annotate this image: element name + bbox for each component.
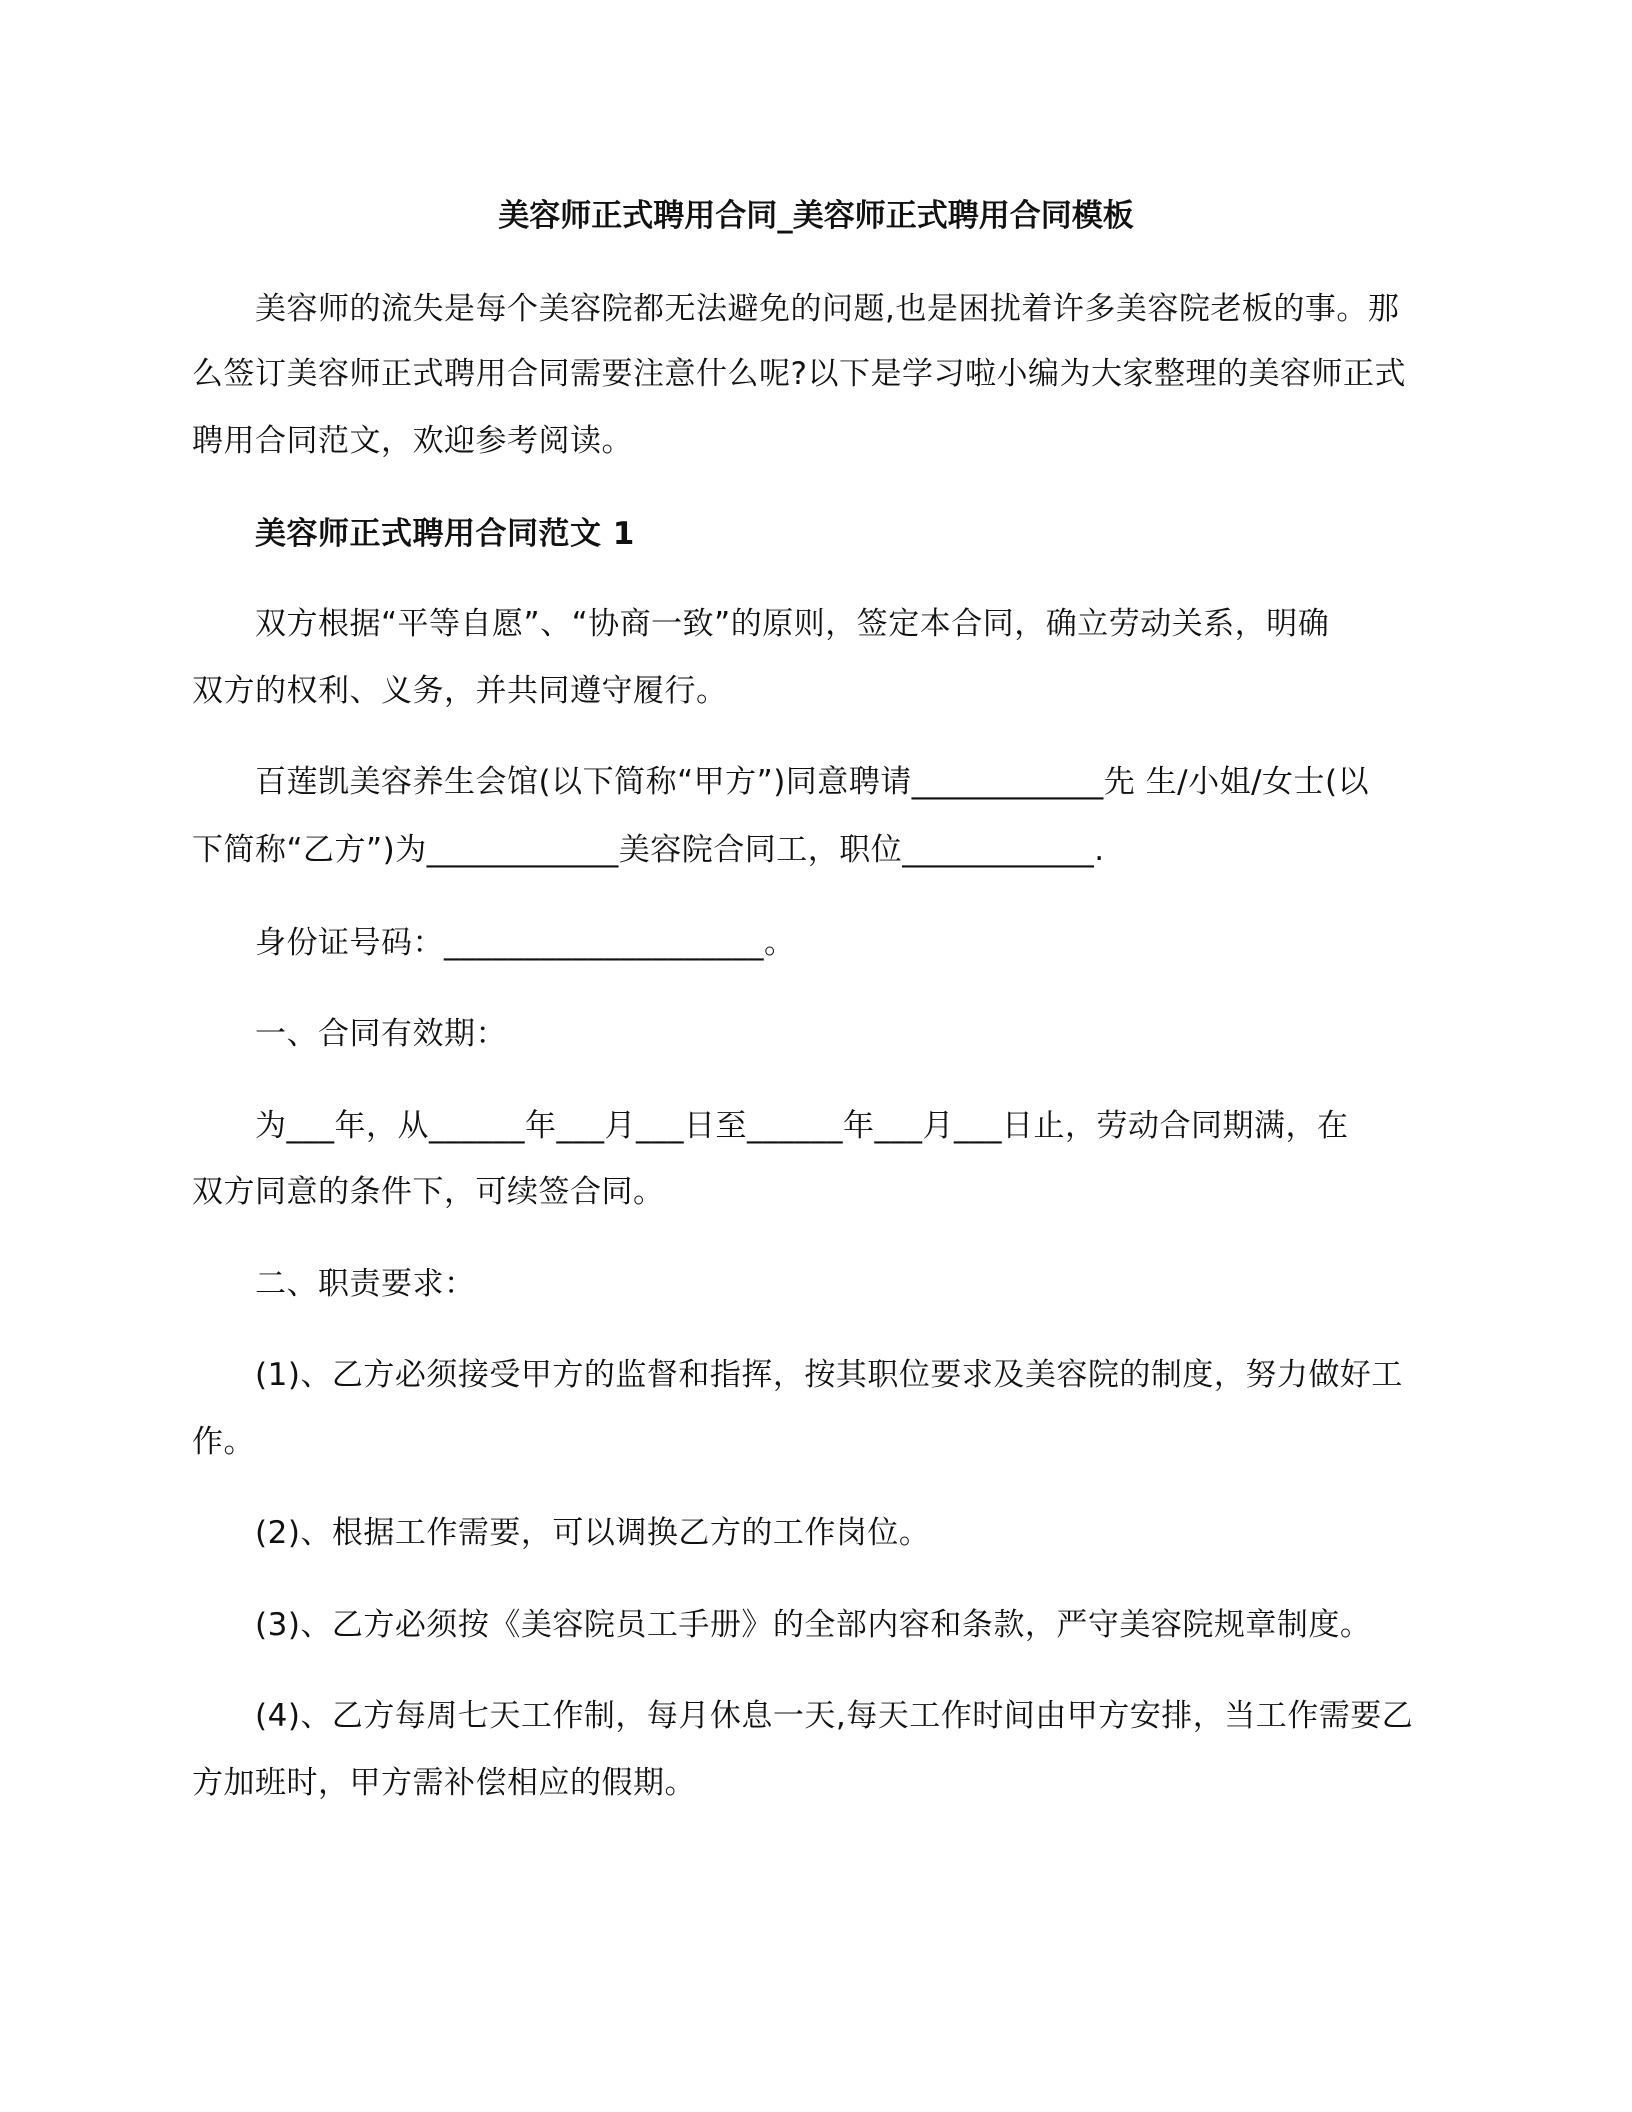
intro-line-1: 美容师的流失是每个美容院都无法避免的问题,也是困扰着许多美容院老板的事。那 bbox=[255, 291, 1400, 327]
duty1-line-2: 作。 bbox=[192, 1424, 255, 1460]
parties-line-2: 下简称“乙方”)为____________美容院合同工，职位____________. bbox=[192, 832, 1105, 868]
clause1-line-2: 双方同意的条件下，可续签合同。 bbox=[192, 1174, 665, 1210]
duty1-line-1: (1)、乙方必须接受甲方的监督和指挥，按其职位要求及美容院的制度，努力做好工 bbox=[255, 1357, 1403, 1393]
principle-line-2: 双方的权利、义务，并共同遵守履行。 bbox=[192, 673, 728, 709]
intro-line-2: 么签订美容师正式聘用合同需要注意什么呢?以下是学习啦小编为大家整理的美容师正式 bbox=[192, 356, 1406, 392]
duty2-line: (2)、根据工作需要，可以调换乙方的工作岗位。 bbox=[255, 1515, 931, 1551]
clause2-heading: 二、职责要求： bbox=[255, 1266, 476, 1302]
id-number-line: 身份证号码：____________________。 bbox=[255, 925, 796, 961]
parties-line-1: 百莲凯美容养生会馆(以下简称“甲方”)同意聘请____________先 生/小姐/女士(以 bbox=[255, 764, 1370, 800]
duty4-line-1: (4)、乙方每周七天工作制，每月休息一天,每天工作时间由甲方安排，当工作需要乙 bbox=[255, 1698, 1414, 1734]
clause1-heading: 一、合同有效期： bbox=[255, 1016, 507, 1052]
principle-line-1: 双方根据“平等自愿”、“协商一致”的原则，签定本合同，确立劳动关系，明确 bbox=[255, 606, 1330, 642]
clause1-line-1: 为___年，从______年___月___日至______年___月___日止，劳动合同期满，在 bbox=[255, 1108, 1349, 1144]
duty3-line: (3)、乙方必须按《美容院员工手册》的全部内容和条款，严守美容院规章制度。 bbox=[255, 1607, 1372, 1643]
section-heading: 美容师正式聘用合同范文 1 bbox=[255, 516, 635, 552]
duty4-line-2: 方加班时，甲方需补偿相应的假期。 bbox=[192, 1765, 696, 1801]
intro-line-3: 聘用合同范文，欢迎参考阅读。 bbox=[192, 423, 633, 459]
document-title: 美容师正式聘用合同_美容师正式聘用合同模板 bbox=[498, 198, 1134, 234]
